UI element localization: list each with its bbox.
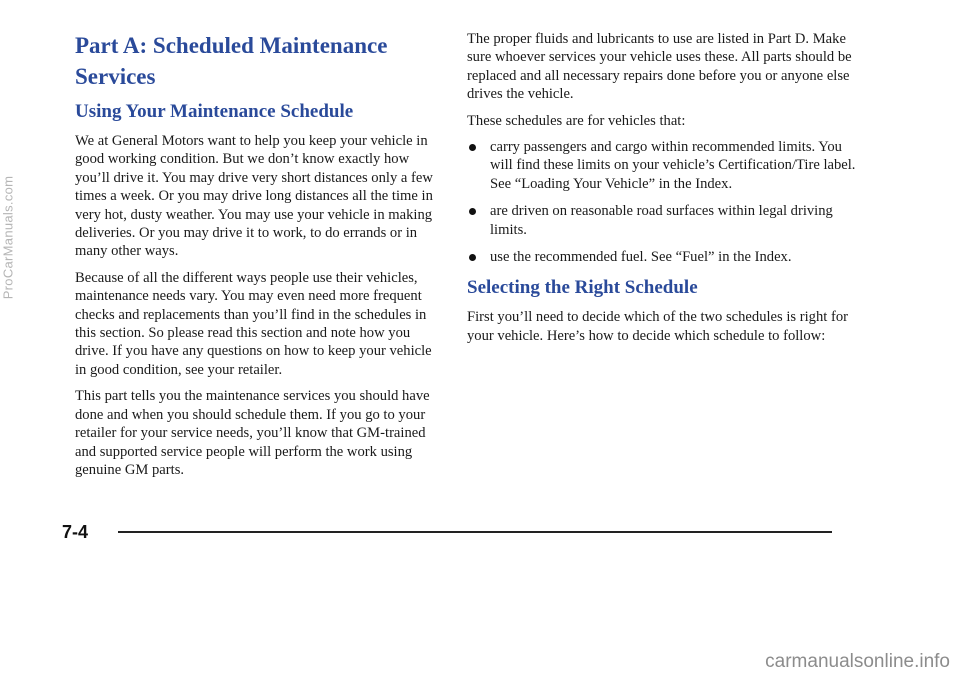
footer-rule (118, 531, 832, 533)
bottom-watermark: carmanualsonline.info (765, 651, 950, 672)
bullet-icon (469, 254, 476, 261)
paragraph: Because of all the different ways people use their vehicles, maintenance needs vary. You may even need more frequent checks and replacements than you’ll find in the schedules in this section. So please read this section and note how you drive. If you have any questions on how to keep your vehicle in good condition, see your retailer. (75, 269, 432, 378)
list-item-text: are driven on reasonable road surfaces within legal driving limits. (490, 203, 833, 238)
page-title-line2: Services (75, 64, 156, 89)
list-item (467, 248, 867, 266)
intro-paragraph: The proper fluids and lubricants to use are listed in Part D. Make sure whoever services your vehicle uses these. All parts should be replaced and all necessary repairs done before you or anyone else drives the vehicle. (467, 31, 852, 103)
bullet-icon (469, 208, 476, 215)
bullet-icon (469, 144, 476, 151)
list-item (467, 202, 867, 239)
list-item (467, 138, 867, 193)
page-title-line1: Part A: Scheduled Maintenance (75, 33, 388, 58)
list-lead: These schedules are for vehicles that: (467, 112, 686, 129)
page-footer (62, 520, 832, 544)
paragraph: We at General Motors want to help you keep your vehicle in good working condition. But we don’t know exactly how you’ll drive it. You may drive very short distances only a few times a week. Or you may drive long distances all the time in very hot, dusty weather. You may use your vehicle in making deliveries. Or you may drive it to work, to do errands or in many other ways. (75, 133, 433, 260)
section-heading-maintenance-schedule: Using Your Maintenance Schedule (75, 101, 354, 122)
closing-paragraph: First you’ll need to decide which of the two schedules is right for your vehicle. Here’s how to decide which schedule to follow: (467, 309, 848, 344)
section-heading-selecting-schedule: Selecting the Right Schedule (467, 277, 698, 299)
paragraph: This part tells you the maintenance services you should have done and when you should schedule them. If you go to your retailer for your service needs, you’ll know that GM-trained and supported service people will perform the work using genuine GM parts. (75, 388, 430, 478)
vehicle-conditions-list (467, 138, 867, 266)
page-title (75, 30, 435, 92)
list-item-text: carry passengers and cargo within recommended limits. You will find these limits on your vehicle’s Certification/Tire label. See “Loading Your Vehicle” in the Index. (490, 139, 856, 192)
side-watermark: ProCarManuals.com (0, 175, 16, 300)
left-column (75, 30, 435, 487)
list-item-text: use the recommended fuel. See “Fuel” in the Index. (490, 249, 792, 266)
page-number: 7-4 (62, 521, 89, 542)
right-column (467, 30, 867, 353)
